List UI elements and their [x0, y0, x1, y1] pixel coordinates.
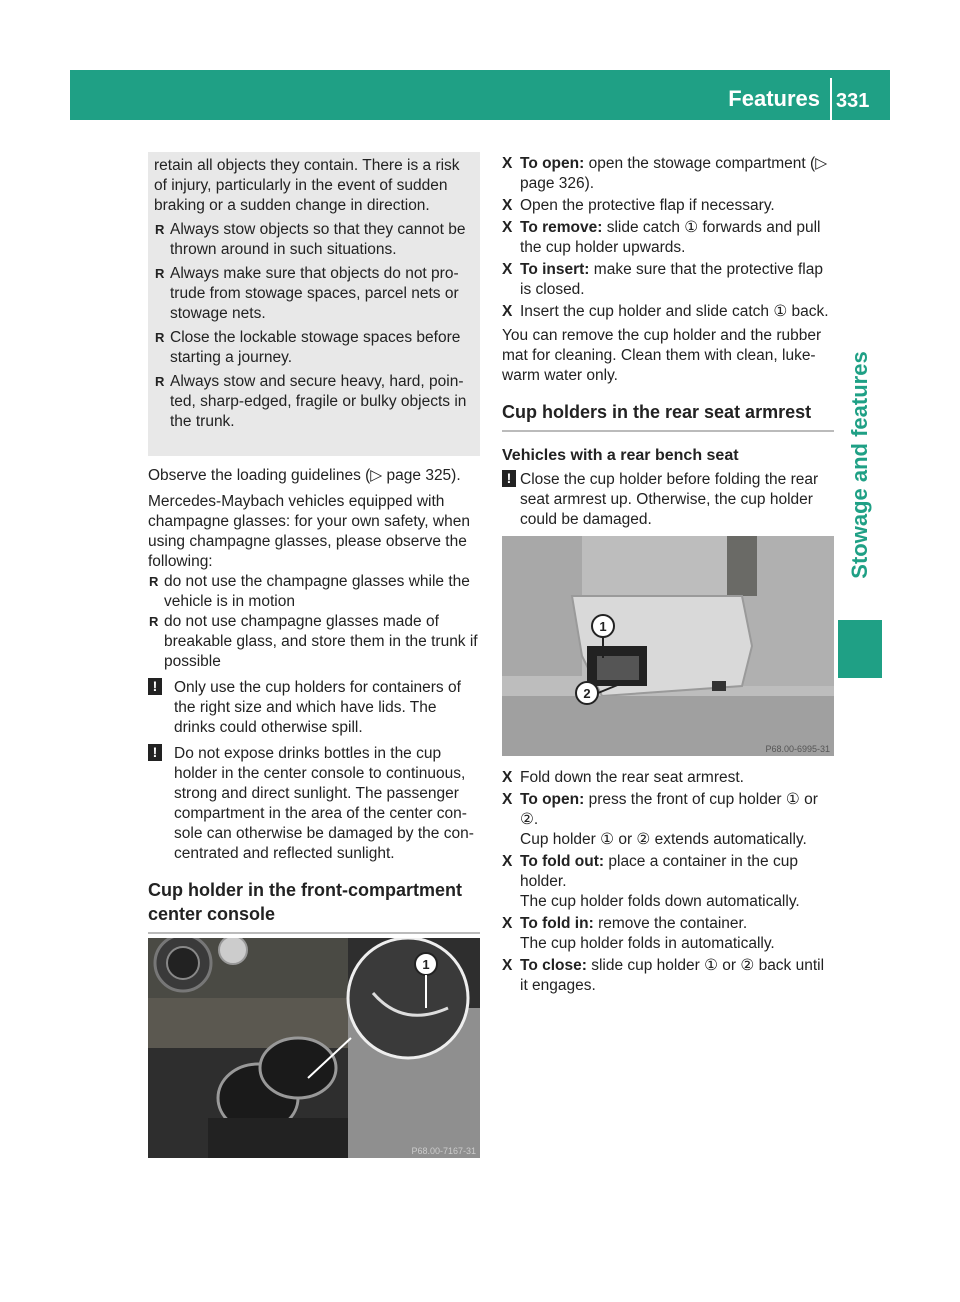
step-item: [502, 768, 834, 788]
step-marker-icon: X: [502, 303, 513, 320]
step-item: [502, 956, 834, 996]
page-number: 331: [836, 90, 870, 112]
step-marker-icon: X: [502, 915, 513, 932]
note-spill: [148, 678, 480, 738]
step-text: open the stowage compartment (▷ page 326).: [520, 155, 828, 192]
heading-rule: [502, 430, 834, 432]
step-item: [502, 154, 834, 194]
section-title: Features: [728, 86, 820, 111]
cleaning-text: You can remove the cup holder and the rubber mat for cleaning. Clean them with clean, luke- warm water only.: [502, 327, 822, 384]
step-item: [502, 196, 834, 216]
maybach-bullet: R do not use the champagne glasses while the vehicle is in motion: [148, 572, 480, 612]
warning-bullet: R Always stow and secure heavy, hard, poin- ted, sharp-edged, fragile or bulky objects in the trunk.: [154, 372, 472, 432]
warning-bullet: R Always stow objects so that they cannot be thrown around in such situations.: [154, 220, 472, 260]
step-marker-icon: X: [502, 853, 513, 870]
left-column: [148, 466, 480, 934]
step-marker-icon: X: [502, 197, 513, 214]
step-text: place a container in the cup holder.: [520, 853, 798, 890]
step-text: Open the protective flap if necessary.: [520, 197, 775, 214]
step-marker-icon: X: [502, 769, 513, 786]
page-header: [70, 70, 890, 120]
callout-2: 2: [583, 686, 591, 701]
step-lead: To fold in:: [520, 915, 594, 932]
side-tab-label: Stowage and features: [847, 351, 872, 579]
note-fold: [502, 470, 834, 530]
side-tab: [838, 320, 882, 610]
image-code: P68.00-6995-31: [765, 744, 830, 754]
step-text: slide catch ① forwards and pull the cup holder upwards.: [520, 219, 821, 256]
step-item: [502, 302, 834, 322]
step-result: The cup holder folds in automatically.: [520, 935, 775, 952]
step-marker-icon: X: [502, 219, 513, 236]
step-text: Insert the cup holder and slide catch ① back.: [520, 303, 829, 320]
step-text: slide cup holder ① or ② back until it engages.: [520, 957, 825, 994]
step-item: [502, 914, 834, 954]
step-result: Cup holder ① or ② extends automatically.: [520, 831, 807, 848]
step-text: make sure that the protective flap is closed.: [520, 261, 823, 298]
step-marker-icon: X: [502, 261, 513, 278]
exclamation-icon: !: [148, 678, 162, 695]
step-text: press the front of cup holder ① or ②.: [520, 791, 818, 828]
step-result: The cup holder folds down automatically.: [520, 893, 800, 910]
step-marker-icon: X: [502, 155, 513, 172]
step-item: [502, 218, 834, 258]
step-marker-icon: X: [502, 791, 513, 808]
image-code: P68.00-7167-31: [411, 1146, 476, 1156]
exclamation-icon: !: [502, 470, 516, 487]
step-marker-icon: X: [502, 957, 513, 974]
right-column: [502, 154, 834, 536]
section-heading: Cup holders in the rear seat armrest: [502, 402, 812, 422]
note-sunlight: [148, 744, 480, 864]
step-text: remove the container.: [598, 915, 748, 932]
header-divider: [830, 78, 832, 120]
section-heading: Cup holder in the front-compartment center console: [148, 880, 462, 924]
subheading: Vehicles with a rear bench seat: [502, 447, 739, 464]
heading-rule: [148, 932, 480, 934]
step-lead: To close:: [520, 957, 587, 974]
warning-box: [148, 152, 480, 456]
right-steps-armrest: [502, 768, 834, 998]
step-item: [502, 790, 834, 850]
callout-1: 1: [599, 619, 607, 634]
step-lead: To remove:: [520, 219, 603, 236]
maybach-text: Mercedes-Maybach vehicles equipped with champagne glasses: for your own safety, when using champagne glasses, please observe the following:: [148, 493, 470, 570]
exclamation-icon: !: [148, 744, 162, 761]
step-lead: To open:: [520, 791, 585, 808]
center-console-image: [148, 938, 480, 1158]
observe-text: Observe the loading guidelines (▷ page 325).: [148, 467, 461, 484]
step-item: [502, 852, 834, 912]
maybach-bullet: R do not use champagne glasses made of breakable glass, and store them in the trunk if possible: [148, 612, 480, 672]
side-tab-block: [838, 620, 882, 678]
step-item: [502, 260, 834, 300]
warning-intro: retain all objects they contain. There is a risk of injury, particularly in the event of sudden braking or a sudden change in direction.: [154, 157, 460, 214]
step-lead: To insert:: [520, 261, 590, 278]
note-text: Close the cup holder before folding the rear seat armrest up. Otherwise, the cup holder could be damaged.: [520, 471, 819, 528]
callout-1: 1: [422, 957, 430, 972]
note-text: Only use the cup holders for containers of the right size and which have lids. The drinks could otherwise spill.: [174, 679, 461, 736]
step-lead: To fold out:: [520, 853, 605, 870]
warning-bullet: R Always make sure that objects do not pro- trude from stowage spaces, parcel nets or stowage nets.: [154, 264, 472, 324]
note-text: Do not expose drinks bottles in the cup holder in the center console to continuous, strong and direct sunlight. The passenger compartment in the area of the center con- sole can otherwise be damaged by the con- centrated and reflected sunlight.: [174, 745, 474, 862]
step-lead: To open:: [520, 155, 585, 172]
rear-armrest-image: [502, 536, 834, 756]
warning-bullet: R Close the lockable stowage spaces before starting a journey.: [154, 328, 472, 368]
step-text: Fold down the rear seat armrest.: [520, 769, 744, 786]
